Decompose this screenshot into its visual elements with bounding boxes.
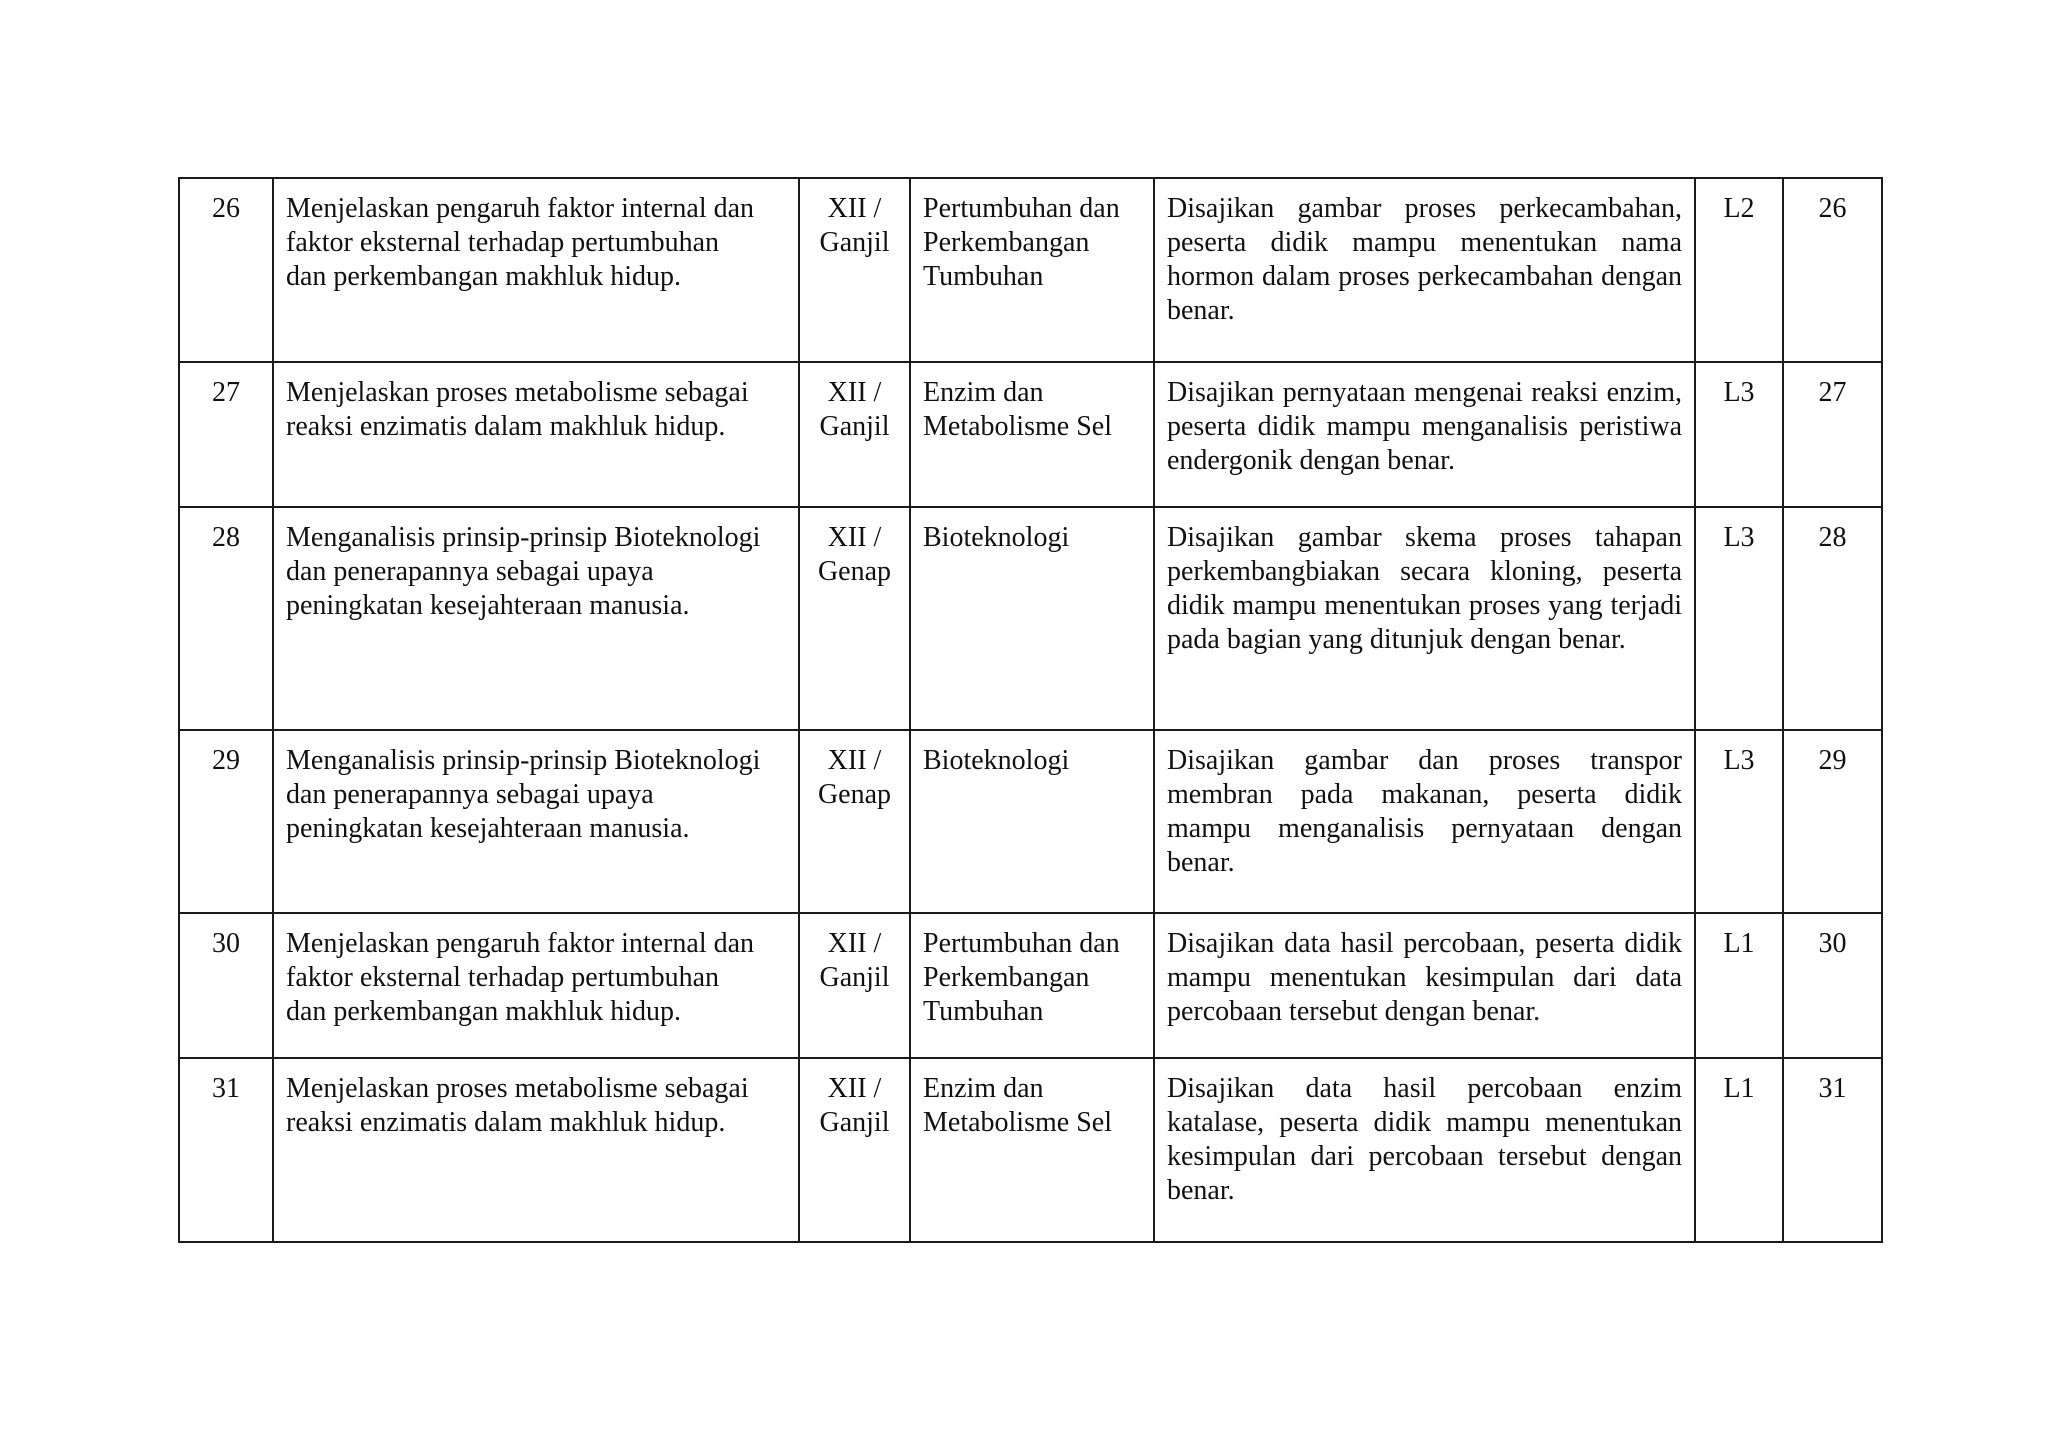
class-label: XII / <box>827 193 882 224</box>
material-line: Enzim dan <box>923 1073 1044 1104</box>
table-row <box>179 1058 1882 1242</box>
question-number-cell: 28 <box>1783 507 1882 730</box>
material-line: Pertumbuhan dan <box>923 928 1120 959</box>
semester-label: Ganjil <box>819 227 890 258</box>
material-line: Bioteknologi <box>923 522 1070 553</box>
cognitive-level-cell: L1 <box>1695 913 1783 1058</box>
competency-line: reaksi enzimatis dalam makhluk hidup. <box>286 411 726 442</box>
material-line: Enzim dan <box>923 377 1044 408</box>
class-label: XII / <box>827 377 882 408</box>
cognitive-level-cell: L3 <box>1695 730 1783 913</box>
question-grid-table <box>178 177 1883 1243</box>
class-semester-cell <box>799 362 910 507</box>
class-semester-cell <box>799 1058 910 1242</box>
indicator-text: Disajikan data hasil percobaan enzim katalase, peserta didik mampu menentukan kesimpulan dari percobaan tersebut dengan benar. <box>1167 1073 1682 1206</box>
material-line: Metabolisme Sel <box>923 1107 1112 1138</box>
indicator-text: Disajikan gambar dan proses transpor membran pada makanan, peserta didik mampu menganalisis pernyataan dengan benar. <box>1167 745 1682 878</box>
class-semester-cell <box>799 507 910 730</box>
material-line: Tumbuhan <box>923 261 1044 292</box>
indicator-cell <box>1154 730 1695 913</box>
table-row <box>179 507 1882 730</box>
table-row <box>179 913 1882 1058</box>
class-label: XII / <box>827 1073 882 1104</box>
question-number-cell: 31 <box>1783 1058 1882 1242</box>
material-cell <box>910 730 1154 913</box>
competency-line: peningkatan kesejahteraan manusia. <box>286 813 690 844</box>
row-number-cell: 28 <box>179 507 273 730</box>
table-row <box>179 730 1882 913</box>
semester-label: Genap <box>817 556 892 587</box>
semester-label: Genap <box>817 779 892 810</box>
indicator-cell <box>1154 507 1695 730</box>
semester-label: Ganjil <box>819 1107 890 1138</box>
material-cell <box>910 362 1154 507</box>
material-line: Bioteknologi <box>923 745 1070 776</box>
competency-line: Menjelaskan pengaruh faktor internal dan <box>286 928 755 959</box>
competency-line: dan penerapannya sebagai upaya <box>286 556 654 587</box>
material-line: Perkembangan <box>923 227 1090 258</box>
competency-cell <box>273 730 799 913</box>
row-number-cell: 29 <box>179 730 273 913</box>
competency-line: Menjelaskan pengaruh faktor internal dan <box>286 193 755 224</box>
class-semester-cell <box>799 178 910 362</box>
indicator-cell <box>1154 178 1695 362</box>
indicator-cell <box>1154 913 1695 1058</box>
indicator-cell <box>1154 1058 1695 1242</box>
competency-line: dan perkembangan makhluk hidup. <box>286 996 682 1027</box>
class-label: XII / <box>827 745 882 776</box>
table-body <box>179 178 1882 1242</box>
table-row <box>179 178 1882 362</box>
material-line: Tumbuhan <box>923 996 1044 1027</box>
competency-cell <box>273 178 799 362</box>
row-number-cell: 26 <box>179 178 273 362</box>
class-label: XII / <box>827 928 882 959</box>
cognitive-level-cell: L3 <box>1695 362 1783 507</box>
competency-line: reaksi enzimatis dalam makhluk hidup. <box>286 1107 726 1138</box>
material-cell <box>910 178 1154 362</box>
competency-cell <box>273 1058 799 1242</box>
row-number-cell: 30 <box>179 913 273 1058</box>
question-number-cell: 26 <box>1783 178 1882 362</box>
competency-cell <box>273 913 799 1058</box>
semester-label: Ganjil <box>819 962 890 993</box>
competency-line: faktor eksternal terhadap pertumbuhan <box>286 227 720 258</box>
competency-line: peningkatan kesejahteraan manusia. <box>286 590 690 621</box>
table-row <box>179 362 1882 507</box>
material-cell <box>910 507 1154 730</box>
material-cell <box>910 1058 1154 1242</box>
class-semester-cell <box>799 913 910 1058</box>
question-number-cell: 27 <box>1783 362 1882 507</box>
competency-line: faktor eksternal terhadap pertumbuhan <box>286 962 720 993</box>
competency-line: dan perkembangan makhluk hidup. <box>286 261 682 292</box>
material-line: Perkembangan <box>923 962 1090 993</box>
indicator-text: Disajikan data hasil percobaan, peserta didik mampu menentukan kesimpulan dari data percobaan tersebut dengan benar. <box>1167 928 1682 1027</box>
material-cell <box>910 913 1154 1058</box>
competency-cell <box>273 507 799 730</box>
material-line: Pertumbuhan dan <box>923 193 1120 224</box>
indicator-text: Disajikan gambar skema proses tahapan perkembangbiakan secara kloning, peserta didik mampu menentukan proses yang terjadi pada bagian yang ditunjuk dengan benar. <box>1167 522 1682 655</box>
competency-cell <box>273 362 799 507</box>
question-number-cell: 29 <box>1783 730 1882 913</box>
competency-line: Menganalisis prinsip-prinsip Bioteknologi <box>286 522 761 553</box>
indicator-cell <box>1154 362 1695 507</box>
row-number-cell: 27 <box>179 362 273 507</box>
cognitive-level-cell: L2 <box>1695 178 1783 362</box>
semester-label: Ganjil <box>819 411 890 442</box>
material-line: Metabolisme Sel <box>923 411 1112 442</box>
class-semester-cell <box>799 730 910 913</box>
competency-line: Menjelaskan proses metabolisme sebagai <box>286 377 749 408</box>
cognitive-level-cell: L1 <box>1695 1058 1783 1242</box>
competency-line: dan penerapannya sebagai upaya <box>286 779 654 810</box>
competency-line: Menganalisis prinsip-prinsip Bioteknologi <box>286 745 761 776</box>
question-number-cell: 30 <box>1783 913 1882 1058</box>
cognitive-level-cell: L3 <box>1695 507 1783 730</box>
indicator-text: Disajikan pernyataan mengenai reaksi enzim, peserta didik mampu menganalisis peristiwa endergonik dengan benar. <box>1167 377 1682 476</box>
row-number-cell: 31 <box>179 1058 273 1242</box>
indicator-text: Disajikan gambar proses perkecambahan, peserta didik mampu menentukan nama hormon dalam proses perkecambahan dengan benar. <box>1167 193 1682 326</box>
class-label: XII / <box>827 522 882 553</box>
competency-line: Menjelaskan proses metabolisme sebagai <box>286 1073 749 1104</box>
